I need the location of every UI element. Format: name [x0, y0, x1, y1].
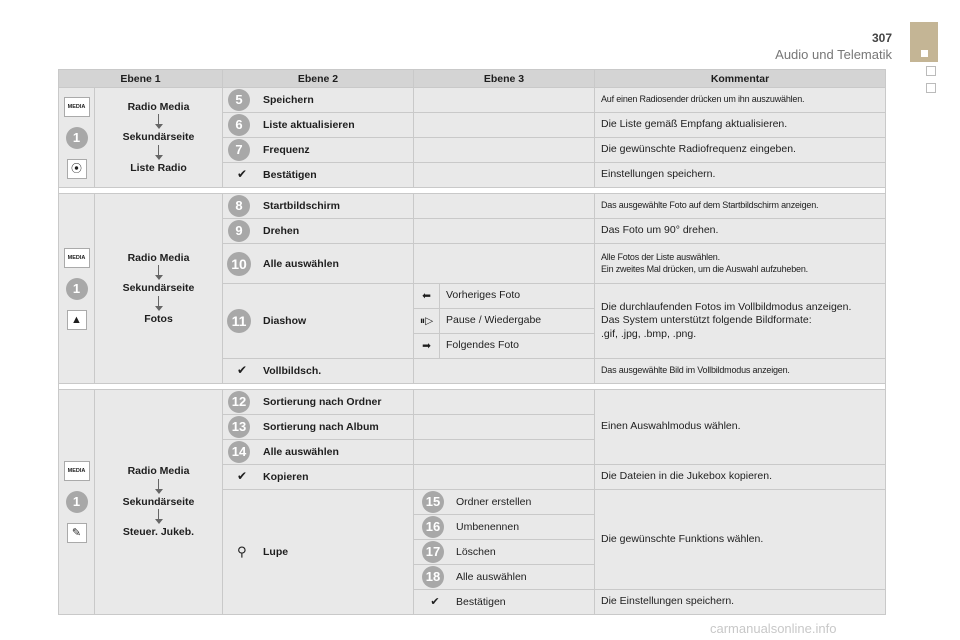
arrow-down-icon [154, 479, 164, 495]
header-kommentar: Kommentar [595, 70, 886, 88]
ebene1-nav [95, 390, 223, 615]
num-badge: 14 [228, 441, 250, 463]
check-icon: ✔ [237, 363, 248, 377]
sub-label: Vorheriges Foto [440, 284, 595, 309]
comment: Das ausgewählte Bild im Vollbildmodus anzeigen. [595, 359, 886, 384]
ebene3-empty [414, 415, 595, 440]
row-liste-aktualisieren[interactable] [223, 113, 414, 138]
check-icon: ✔ [430, 596, 440, 608]
comment: Einen Auswahlmodus wählen. [595, 390, 886, 465]
watermark: carmanualsonline.info [710, 621, 837, 636]
comment: Die Dateien in die Jukebox kopieren. [595, 465, 886, 490]
table-row [59, 390, 886, 415]
comment-line: Ein zweites Mal drücken, um die Auswahl aufzuheben. [601, 263, 808, 274]
arrow-down-icon [154, 265, 164, 281]
section-tab[interactable] [910, 22, 938, 62]
arrow-down-icon [154, 114, 164, 130]
nav-label: Steuer. Jukeb. [122, 526, 195, 539]
nav-label: Radio Media [127, 251, 190, 264]
comment: Die Liste gemäß Empfang aktualisieren. [595, 113, 886, 138]
sub-row-alle-auswaehlen[interactable] [414, 565, 595, 590]
num-badge: 7 [228, 139, 250, 161]
step-badge: 1 [66, 127, 88, 149]
sub-label: Folgendes Foto [440, 334, 595, 359]
sub-row-ordner-erstellen[interactable] [414, 490, 595, 515]
ebene3-empty [414, 359, 595, 384]
page-number: 307 [871, 31, 892, 45]
check-icon: ✔ [237, 469, 248, 483]
sub-label: Pause / Wiedergabe [440, 309, 595, 334]
ebene3-empty [414, 113, 595, 138]
header-ebene2: Ebene 2 [223, 70, 414, 88]
table-row [59, 88, 886, 113]
header-ebene1: Ebene 1 [59, 70, 223, 88]
comment-line: .gif, .jpg, .bmp, .png. [601, 327, 697, 340]
ebene3-empty [414, 390, 595, 415]
num-badge: 13 [228, 416, 250, 438]
row-kopieren[interactable] [223, 465, 414, 490]
row-alle-auswaehlen[interactable] [223, 244, 414, 284]
sub-label: Löschen [456, 546, 496, 558]
row-sortierung-ordner[interactable] [223, 390, 414, 415]
nav-label: Liste Radio [130, 161, 187, 174]
antenna-icon: ⦿ [67, 159, 87, 179]
ebene3-empty [414, 244, 595, 284]
arrow-down-icon [154, 509, 164, 525]
next-arrow-icon: ➡ [422, 340, 431, 352]
check-icon: ✔ [237, 167, 248, 181]
next-cell[interactable] [414, 334, 440, 359]
row-label: Sortierung nach Album [263, 421, 379, 433]
ebene3-empty [414, 88, 595, 113]
row-diashow[interactable] [223, 284, 414, 359]
comment: Einstellungen speichern. [595, 163, 886, 188]
num-badge: 11 [227, 309, 251, 333]
play-pause-cell[interactable] [414, 309, 440, 334]
prev-arrow-icon: ⬅ [422, 290, 431, 302]
comment: Die gewünschte Radiofrequenz eingeben. [595, 138, 886, 163]
num-badge: 5 [228, 89, 250, 111]
ebene3-empty [414, 465, 595, 490]
sub-row-umbenennen[interactable] [414, 515, 595, 540]
num-badge: 9 [228, 220, 250, 242]
num-badge: 17 [422, 541, 444, 563]
step-badge: 1 [66, 278, 88, 300]
sub-label: Alle auswählen [456, 571, 527, 583]
jukebox-icon: ✎ [67, 523, 87, 543]
ebene1-icons [59, 390, 95, 615]
row-label: Alle auswählen [263, 257, 339, 270]
row-label: Liste aktualisieren [263, 119, 355, 131]
row-label: Drehen [263, 225, 300, 237]
row-label: Diashow [263, 315, 307, 327]
row-speichern[interactable] [223, 88, 414, 113]
comment-line: Alle Fotos der Liste auswählen. [601, 251, 720, 262]
ebene3-empty [414, 138, 595, 163]
comment: Die gewünschte Funktions wählen. [595, 490, 886, 590]
row-label: Startbildschirm [263, 200, 341, 212]
row-startbildschirm[interactable] [223, 194, 414, 219]
ebene3-empty [414, 194, 595, 219]
row-label: Kopieren [263, 471, 309, 483]
row-alle-auswaehlen[interactable] [223, 440, 414, 465]
zoom-icon: ⚲ [237, 544, 247, 559]
nav-label: Radio Media [127, 465, 190, 478]
num-badge: 6 [228, 114, 250, 136]
row-label: Bestätigen [263, 169, 317, 181]
prev-cell[interactable] [414, 284, 440, 309]
ebene1-nav [95, 88, 223, 188]
row-label: Speichern [263, 94, 314, 106]
sub-label: Ordner erstellen [456, 496, 532, 508]
comment-line: Die durchlaufenden Fotos im Vollbildmodus anzeigen. [601, 300, 852, 313]
sub-label: Bestätigen [456, 596, 506, 608]
comment: Die Einstellungen speichern. [595, 590, 886, 615]
nav-label: Sekundärseite [122, 131, 195, 144]
nav-label: Fotos [144, 312, 173, 325]
row-label: Vollbildsch. [263, 365, 322, 377]
tab-dot [921, 50, 928, 57]
num-badge: 15 [422, 491, 444, 513]
row-drehen[interactable] [223, 219, 414, 244]
nav-label: Sekundärseite [122, 282, 195, 295]
media-icon: MEDIA [64, 97, 90, 117]
table-header [59, 70, 886, 88]
ebene1-nav [95, 194, 223, 384]
row-bestaetigen[interactable] [223, 163, 414, 188]
row-sortierung-album[interactable] [223, 415, 414, 440]
num-badge: 10 [227, 252, 251, 276]
row-label: Frequenz [263, 144, 310, 156]
menu-table [58, 69, 886, 615]
sub-row-loeschen[interactable] [414, 540, 595, 565]
sub-row-bestaetigen[interactable] [414, 590, 595, 615]
row-frequenz[interactable] [223, 138, 414, 163]
num-badge: 16 [422, 516, 444, 538]
play-pause-icon: ⏸▷ [419, 314, 434, 327]
ebene3-empty [414, 163, 595, 188]
header-ebene3: Ebene 3 [414, 70, 595, 88]
media-icon: MEDIA [64, 461, 90, 481]
comment [595, 244, 886, 284]
row-label: Alle auswählen [263, 446, 339, 458]
ebene1-icons [59, 88, 95, 188]
comment: Das ausgewählte Foto auf dem Startbildschirm anzeigen. [595, 194, 886, 219]
section-title: Audio und Telematik [775, 47, 892, 62]
comment-line: Das System unterstützt folgende Bildformate: [601, 314, 812, 327]
comment [595, 284, 886, 359]
table-row [59, 194, 886, 219]
row-label: Sortierung nach Ordner [263, 396, 382, 408]
row-vollbildsch[interactable] [223, 359, 414, 384]
tab-marker[interactable] [926, 83, 936, 93]
ebene1-icons [59, 194, 95, 384]
arrow-down-icon [154, 145, 164, 161]
ebene3-empty [414, 440, 595, 465]
photo-icon: ▲ [67, 310, 87, 330]
tab-marker[interactable] [926, 66, 936, 76]
row-label: Lupe [263, 546, 289, 558]
num-badge: 8 [228, 195, 250, 217]
comment: Das Foto um 90° drehen. [595, 219, 886, 244]
nav-label: Sekundärseite [122, 495, 195, 508]
sub-label: Umbenennen [456, 521, 520, 533]
row-lupe[interactable] [223, 490, 414, 615]
nav-label: Radio Media [127, 100, 190, 113]
step-badge: 1 [66, 491, 88, 513]
num-badge: 18 [422, 566, 444, 588]
comment: Auf einen Radiosender drücken um ihn auszuwählen. [595, 88, 886, 113]
num-badge: 12 [228, 391, 250, 413]
media-icon: MEDIA [64, 248, 90, 268]
ebene3-empty [414, 219, 595, 244]
arrow-down-icon [154, 296, 164, 312]
